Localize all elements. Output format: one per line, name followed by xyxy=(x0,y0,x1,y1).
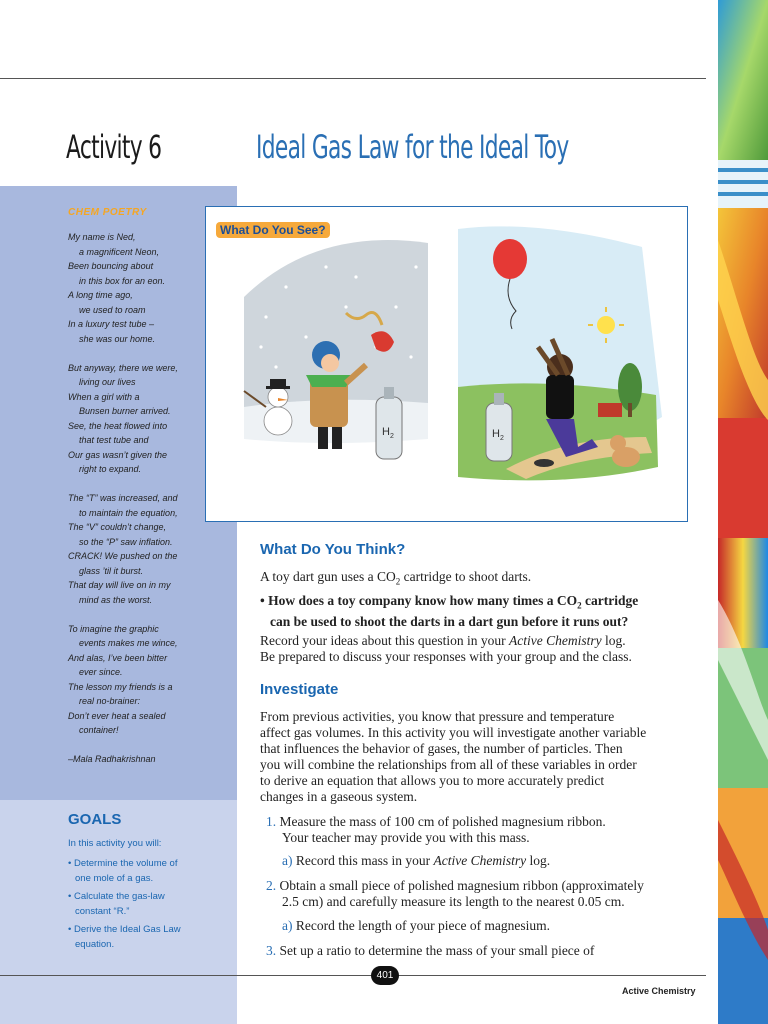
investigate-intro xyxy=(260,709,692,805)
step-2a xyxy=(282,918,714,934)
poem-line: Our gas wasn’t given the xyxy=(68,449,168,460)
poem-line: See, the heat flowed into xyxy=(68,420,168,431)
text-line: Obtain a small piece of polished magnesium ribbon (approximately xyxy=(279,878,644,893)
poem-stanza xyxy=(68,491,228,607)
poem-stanza xyxy=(68,230,228,346)
poem-line: The “V” couldn’t change, xyxy=(68,522,167,532)
step-number: 1. xyxy=(266,814,277,829)
poem-line: And alas, I’ve been bitter xyxy=(68,652,168,663)
substep-label: a) xyxy=(282,853,293,868)
poem-line: CRACK! We pushed on the xyxy=(68,551,178,561)
top-rule xyxy=(0,78,706,79)
text-run: Be prepared to discuss your responses with your group and the class. xyxy=(260,649,632,664)
poem-line: a magnificent Neon, xyxy=(79,246,160,257)
activity-number: Activity 6 xyxy=(66,128,162,166)
poem-line: A long time ago, xyxy=(68,290,133,300)
goal-item xyxy=(68,856,228,886)
text-run: A toy dart gun uses a CO xyxy=(260,569,396,584)
text-run: Record this mass in your xyxy=(295,853,434,868)
poem-line: to maintain the equation, xyxy=(79,507,178,518)
page-title: Ideal Gas Law for the Ideal Toy xyxy=(256,128,569,166)
poem-line: in this box for an eon. xyxy=(79,275,166,286)
poem-line: living our lives xyxy=(79,377,136,387)
illustration-figure xyxy=(205,206,688,522)
poem-heading: CHEM POETRY xyxy=(68,207,147,218)
book-title: Active Chemistry xyxy=(433,853,527,868)
step-1a xyxy=(282,853,714,869)
text-run: cartridge to shoot darts. xyxy=(400,569,532,584)
text-run: log. xyxy=(601,633,626,648)
goal-line: • Determine the volume of xyxy=(68,858,178,869)
poem-line: events makes me wince, xyxy=(79,638,178,648)
poem-line: she was our home. xyxy=(79,333,156,344)
winter-scene xyxy=(244,240,428,459)
text-run: can be used to shoot the darts in a dart gun before it runs out? xyxy=(270,613,629,629)
poem-line: ever since. xyxy=(79,667,123,677)
goal-item xyxy=(68,922,228,952)
footer-book-title: Active Chemistry xyxy=(622,986,696,996)
text-line: From previous activities, you know that pressure and temperature xyxy=(260,709,615,724)
poem-line: That day will live on in my xyxy=(68,580,171,590)
cylinder-label: H xyxy=(382,426,390,438)
poem-line: To imagine the graphic xyxy=(68,623,159,634)
text-line: to derive an equation that allows you to more accurately predict xyxy=(260,773,605,788)
text-line: Your teacher may provide you with this mass. xyxy=(282,830,530,845)
summer-scene xyxy=(458,226,662,480)
text-line: that influences the behavior of gases, the number of particles. Then xyxy=(260,741,623,756)
goals-heading: GOALS xyxy=(68,811,122,828)
text-run: cartridge xyxy=(581,593,639,608)
poem-line: so the “P” saw inflation. xyxy=(79,536,173,547)
poem-stanza xyxy=(68,622,228,738)
goal-line: • Derive the Ideal Gas Law xyxy=(68,924,181,935)
cylinder-label: H xyxy=(492,428,500,440)
goal-line: • Calculate the gas-law xyxy=(68,891,165,902)
step-number: 3. xyxy=(266,943,277,958)
goals-list xyxy=(68,856,228,955)
text-run: • How does a toy company know how many times a CO xyxy=(260,593,578,608)
cylinder-label-sub: 2 xyxy=(389,433,394,440)
step-2 xyxy=(266,878,698,910)
text-line: you will combine the relationships from all of these variables in order xyxy=(260,757,637,772)
cartoon-illustration xyxy=(206,207,687,521)
poem-line: The “T” was increased, and xyxy=(68,493,178,503)
poem-line: container! xyxy=(79,725,119,735)
text-run: log. xyxy=(526,853,551,868)
section-heading-think: What Do You Think? xyxy=(260,541,406,558)
poem-line: Bunsen burner arrived. xyxy=(79,406,171,416)
poem-line: that test tube and xyxy=(79,435,149,445)
poem-stanza xyxy=(68,361,228,477)
poem-line: My name is Ned, xyxy=(68,232,136,242)
think-instructions xyxy=(260,633,692,665)
step-3 xyxy=(266,943,698,959)
what-do-you-see-badge: What Do You See? xyxy=(216,222,330,238)
section-heading-investigate: Investigate xyxy=(260,681,339,698)
subscript: 2 xyxy=(577,600,582,611)
page-number: 401 xyxy=(371,966,399,985)
goal-line: constant “R.” xyxy=(75,906,130,917)
poem-line: right to expand. xyxy=(79,464,142,474)
step-1 xyxy=(266,814,698,846)
substep-label: a) xyxy=(282,918,293,933)
poem-line: The lesson my friends is a xyxy=(68,681,173,692)
poem-author: –Mala Radhakrishnan xyxy=(68,754,156,764)
think-paragraph xyxy=(260,569,692,590)
text-line: 2.5 cm) and carefully measure its length to the nearest 0.05 cm. xyxy=(282,894,625,909)
cylinder-label-sub: 2 xyxy=(499,435,504,442)
bottom-rule xyxy=(0,975,706,976)
poem-line: When a girl with a xyxy=(68,391,140,402)
subscript: 2 xyxy=(395,576,401,587)
text-line: Measure the mass of 100 cm of polished magnesium ribbon. xyxy=(279,814,606,829)
poem xyxy=(68,230,228,767)
text-run: Record your ideas about this question in your xyxy=(260,633,509,648)
text-line: changes in a gaseous system. xyxy=(260,789,418,804)
goal-line: one mole of a gas. xyxy=(75,873,154,884)
poem-line: glass ’til it burst. xyxy=(79,565,144,576)
poem-line: Don’t ever heat a sealed xyxy=(68,710,166,721)
goals-intro: In this activity you will: xyxy=(68,838,162,849)
poem-line: mind as the worst. xyxy=(79,594,153,605)
poem-line: But anyway, there we were, xyxy=(68,362,178,373)
poem-line: we used to roam xyxy=(79,304,146,315)
text-line: affect gas volumes. In this activity you will investigate another variable xyxy=(260,725,647,740)
decorative-color-strip xyxy=(718,0,768,1024)
goal-item xyxy=(68,889,228,919)
text-line: Set up a ratio to determine the mass of your small piece of xyxy=(279,943,595,958)
poem-line: In a luxury test tube – xyxy=(68,319,155,329)
step-number: 2. xyxy=(266,878,277,893)
goal-line: equation. xyxy=(75,939,115,950)
poem-line: Been bouncing about xyxy=(68,261,154,271)
poem-line: real no-brainer: xyxy=(79,696,141,706)
think-question xyxy=(260,593,692,630)
book-title: Active Chemistry xyxy=(508,633,602,648)
text-run: Record the length of your piece of magnesium. xyxy=(295,918,551,933)
